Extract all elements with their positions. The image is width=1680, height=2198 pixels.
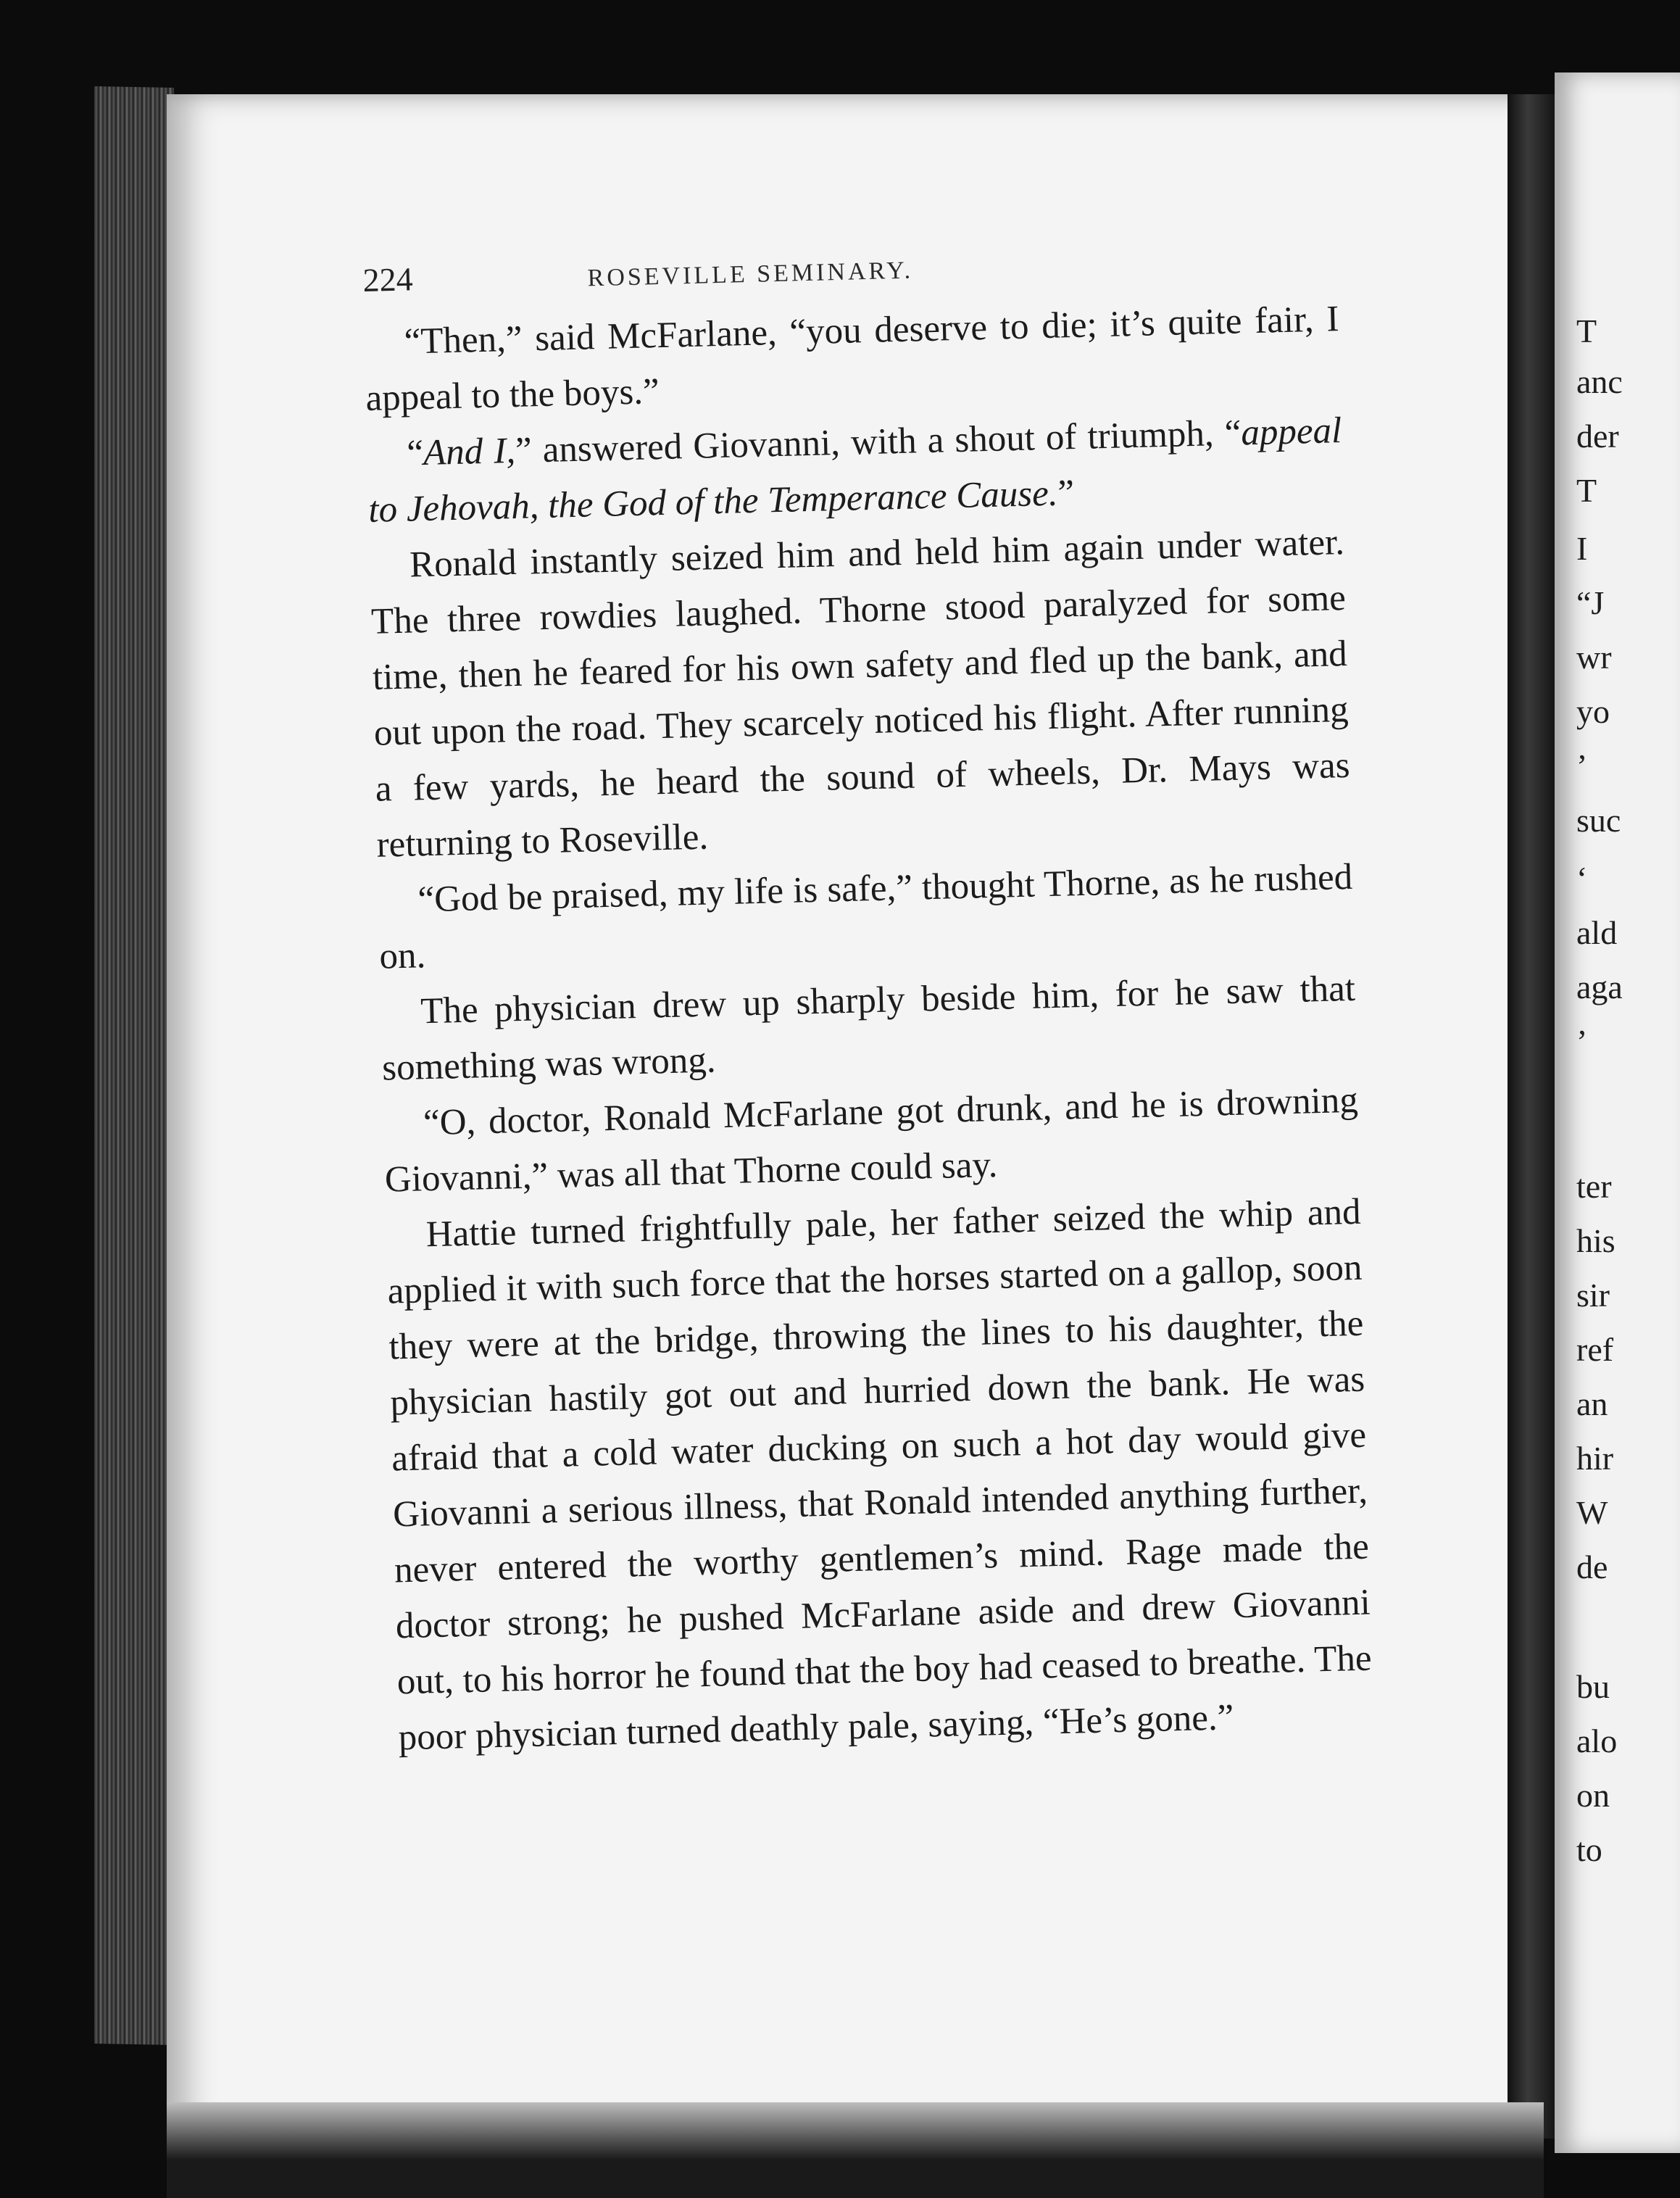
facing-fragment: ’ xyxy=(1576,1023,1588,1060)
facing-fragment: suc xyxy=(1576,802,1621,839)
facing-fragment: on xyxy=(1576,1777,1610,1814)
running-head: ROSEVILLE SEMINARY. xyxy=(587,257,914,292)
facing-fragment: ref xyxy=(1576,1331,1614,1368)
page-header xyxy=(362,240,1233,299)
paragraph-5: The physician drew up sharply beside him, for he saw that something was wrong. xyxy=(381,968,1356,1089)
facing-fragment: his xyxy=(1576,1222,1615,1259)
paragraph-2: “And I,” answered Giovanni, with a shout of triumph, “appeal to Jehovah, the God of the Temperance Cause.” xyxy=(367,410,1342,531)
facing-fragment: I xyxy=(1576,530,1588,567)
facing-fragment: to xyxy=(1576,1831,1602,1868)
facing-fragment: ’ xyxy=(1576,747,1588,784)
facing-fragment: T xyxy=(1576,312,1597,349)
facing-fragment: W xyxy=(1576,1494,1608,1531)
facing-page xyxy=(1555,72,1680,2153)
facing-fragment: yo xyxy=(1576,693,1610,730)
facing-fragment: de xyxy=(1576,1548,1608,1585)
facing-fragment: “J xyxy=(1576,584,1605,621)
paragraph-4: “God be praised, my life is safe,” thought Thorne, as he rushed on. xyxy=(378,856,1353,977)
page-content xyxy=(362,233,1565,1767)
facing-fragment: alo xyxy=(1576,1722,1618,1759)
page-number: 224 xyxy=(362,260,414,299)
facing-fragment: ald xyxy=(1576,914,1618,951)
book-gutter xyxy=(1508,94,1558,2139)
paragraph-7: Hattie turned frightfully pale, her father seized the whip and applied it with such force that the horses started on a gallop, soon they were at the bridge, throwing the lines to his daughter, the physician hastily got out and hurried down the bank. He was afraid that a cold water ducking on such a hot day would give Giovanni a serious illness, that Ronald intended anything further, never entered the worthy gentlemen’s mind. Rage made the doctor strong; he pushed McFarlane aside and drew Giovanni out, to his horror he found that the boy had ceased to breathe. The poor physician turned deathly pale, saying, “He’s gone.” xyxy=(387,1191,1373,1759)
paragraph-6: “O, doctor, Ronald McFarlane got drunk, and he is drowning Giovanni,” was all that Thorne could say. xyxy=(384,1079,1359,1200)
left-page xyxy=(167,94,1544,2139)
facing-fragment: der xyxy=(1576,418,1619,455)
facing-fragment: an xyxy=(1576,1385,1608,1422)
facing-fragment: T xyxy=(1576,472,1597,509)
facing-fragment: anc xyxy=(1576,363,1623,400)
facing-fragment: wr xyxy=(1576,639,1612,676)
book-page-edges xyxy=(94,86,174,2045)
paragraph-3: Ronald instantly seized him and held him again under water. The three rowdies laughed. Thorne stood paralyzed for some time, then he feared for his own safety and fled up the bank, and out upon the road. They scarcely noticed his flight. After running a few yards, he heard the sound of wheels, Dr. Mays was returning to Roseville. xyxy=(370,522,1351,866)
facing-fragment: aga xyxy=(1576,969,1623,1005)
facing-fragment: ‘ xyxy=(1576,860,1588,897)
facing-fragment: hir xyxy=(1576,1440,1614,1477)
facing-fragment: bu xyxy=(1576,1668,1610,1705)
facing-fragment: ter xyxy=(1576,1168,1612,1205)
facing-fragment: sir xyxy=(1576,1277,1610,1314)
book-bottom-edge xyxy=(167,2102,1544,2198)
paragraph-1: “Then,” said McFarlane, “you deserve to die; it’s quite fair, I appeal to the boys.” xyxy=(365,299,1340,419)
